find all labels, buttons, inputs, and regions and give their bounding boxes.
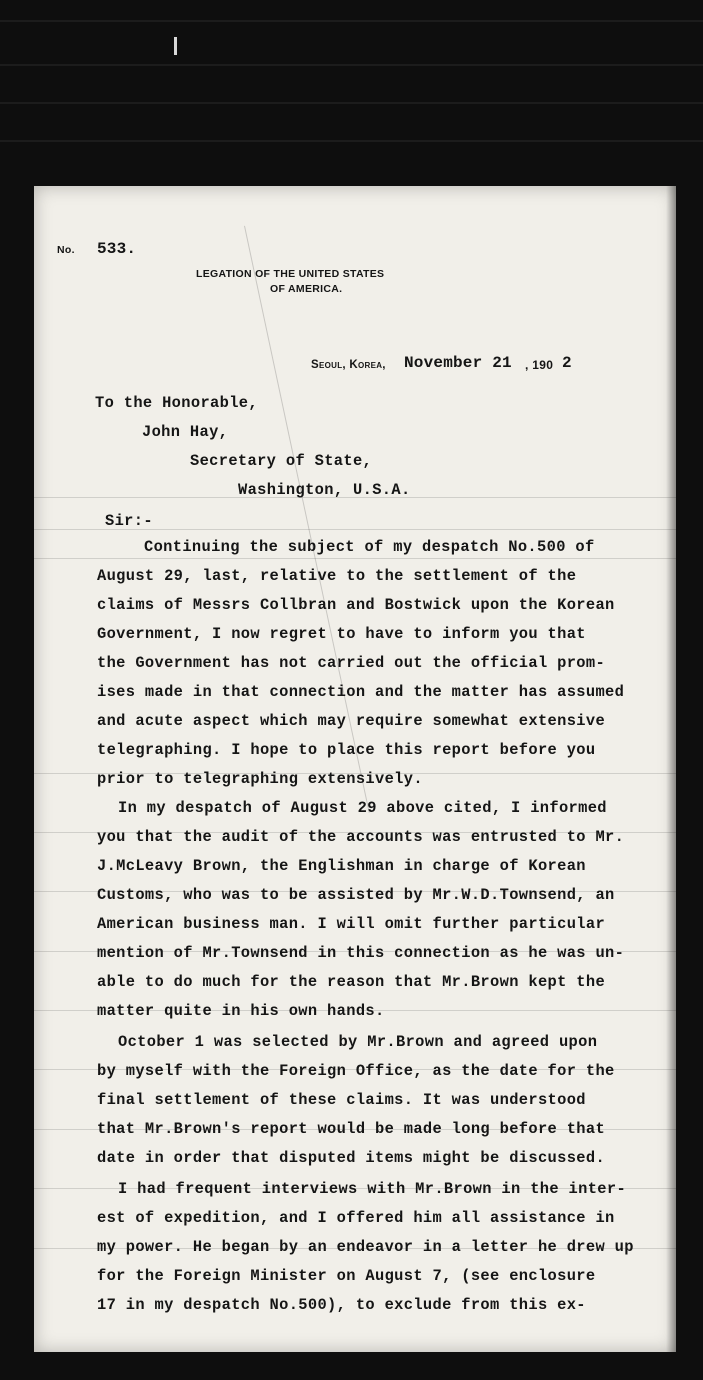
body-line: Continuing the subject of my despatch No.500 of bbox=[144, 538, 595, 556]
page-edge-shadow bbox=[666, 186, 676, 1352]
fold-line bbox=[34, 558, 676, 559]
address-line-3: Secretary of State, bbox=[190, 452, 373, 470]
salutation: Sir:- bbox=[105, 512, 153, 530]
body-line: my power. He began by an endeavor in a letter he drew up bbox=[97, 1238, 634, 1256]
body-line: that Mr.Brown's report would be made long before that bbox=[97, 1120, 606, 1138]
body-line: J.McLeavy Brown, the Englishman in charge of Korean bbox=[97, 857, 586, 875]
body-line: able to do much for the reason that Mr.Brown kept the bbox=[97, 973, 606, 991]
dateline-year-suffix: 2 bbox=[562, 354, 572, 372]
film-streak bbox=[0, 64, 703, 66]
body-line: October 1 was selected by Mr.Brown and agreed upon bbox=[118, 1033, 598, 1051]
film-streak bbox=[0, 102, 703, 104]
body-line: and acute aspect which may require somewhat extensive bbox=[97, 712, 606, 730]
body-line: for the Foreign Minister on August 7, (see enclosure bbox=[97, 1267, 596, 1285]
letterhead-line-1: LEGATION OF THE UNITED STATES bbox=[196, 268, 385, 280]
body-line: matter quite in his own hands. bbox=[97, 1002, 385, 1020]
body-line: est of expedition, and I offered him all assistance in bbox=[97, 1209, 615, 1227]
address-line-4: Washington, U.S.A. bbox=[238, 481, 411, 499]
body-line: In my despatch of August 29 above cited, I informed bbox=[118, 799, 607, 817]
letter-page bbox=[34, 186, 676, 1352]
film-streak bbox=[0, 20, 703, 22]
dateline-place: Seoul, Korea, bbox=[311, 359, 386, 371]
body-line: 17 in my despatch No.500), to exclude from this ex- bbox=[97, 1296, 586, 1314]
body-line: date in order that disputed items might be discussed. bbox=[97, 1149, 606, 1167]
despatch-number: 533. bbox=[97, 240, 137, 258]
body-line: by myself with the Foreign Office, as the date for the bbox=[97, 1062, 615, 1080]
body-line: I had frequent interviews with Mr.Brown in the inter- bbox=[118, 1180, 627, 1198]
dateline-date: November 21 bbox=[404, 354, 512, 372]
body-line: you that the audit of the accounts was entrusted to Mr. bbox=[97, 828, 625, 846]
body-line: the Government has not carried out the official prom- bbox=[97, 654, 606, 672]
body-line: Customs, who was to be assisted by Mr.W.D.Townsend, an bbox=[97, 886, 615, 904]
address-line-1: To the Honorable, bbox=[95, 394, 258, 412]
body-line: American business man. I will omit further particular bbox=[97, 915, 606, 933]
body-line: Government, I now regret to have to inform you that bbox=[97, 625, 586, 643]
body-line: mention of Mr.Townsend in this connection as he was un- bbox=[97, 944, 625, 962]
film-streak bbox=[0, 140, 703, 142]
body-line: August 29, last, relative to the settlement of the bbox=[97, 567, 577, 585]
letterhead-line-2: OF AMERICA. bbox=[270, 283, 343, 295]
dateline-year-prefix: , 190 bbox=[525, 358, 554, 372]
body-line: telegraphing. I hope to place this report before you bbox=[97, 741, 596, 759]
body-line: claims of Messrs Collbran and Bostwick upon the Korean bbox=[97, 596, 615, 614]
body-line: final settlement of these claims. It was understood bbox=[97, 1091, 586, 1109]
address-line-2: John Hay, bbox=[142, 423, 229, 441]
film-scratch-mark bbox=[174, 37, 177, 55]
body-line: ises made in that connection and the matter has assumed bbox=[97, 683, 625, 701]
despatch-number-label: No. bbox=[57, 244, 75, 256]
body-line: prior to telegraphing extensively. bbox=[97, 770, 423, 788]
